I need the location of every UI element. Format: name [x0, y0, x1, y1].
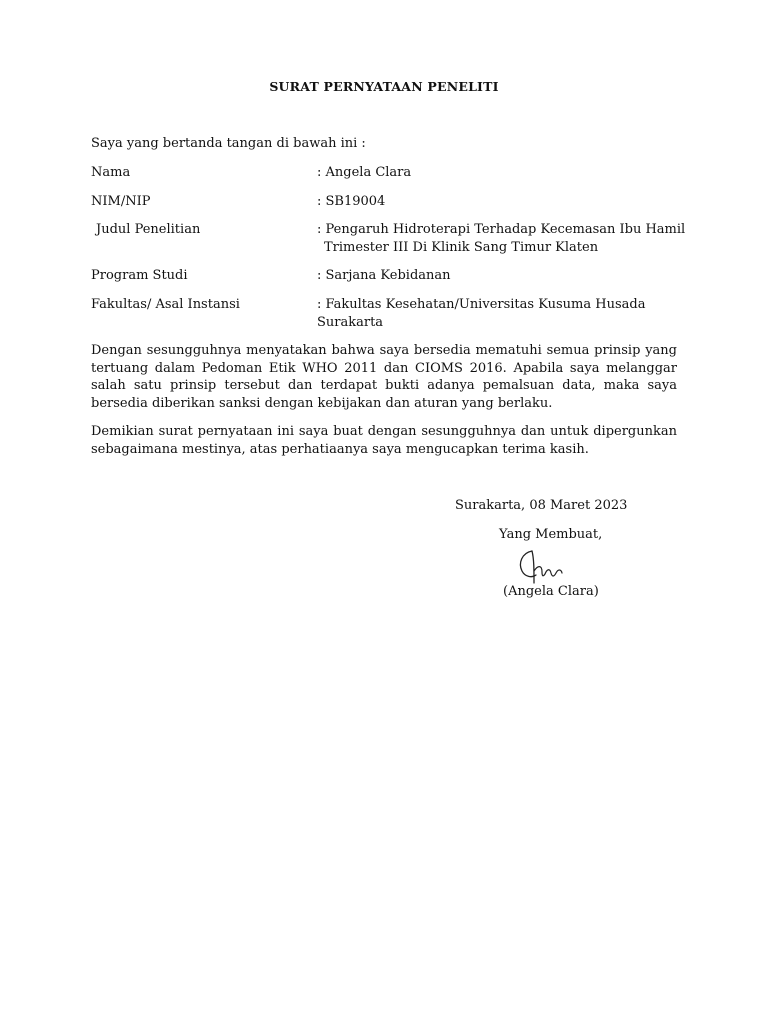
field-value-line: Trimester III Di Klinik Sang Timur Klaten — [324, 240, 599, 255]
field-value — [317, 193, 681, 211]
signature-icon — [512, 545, 572, 587]
field-value — [317, 267, 681, 285]
field-value-line: : Sarjana Kebidanan — [317, 268, 451, 283]
field-value-line: : Fakultas Kesehatan/Universitas Kusuma Husada — [317, 297, 646, 312]
field-label: Program Studi — [91, 268, 188, 283]
field-label: NIM/NIP — [91, 194, 151, 209]
document-title: SURAT PERNYATAAN PENELITI — [269, 79, 499, 94]
field-value — [317, 164, 681, 182]
maker-label: Yang Membuat, — [499, 527, 603, 542]
field-label: Nama — [91, 165, 131, 180]
field-value-line: : SB19004 — [317, 194, 386, 209]
field-value — [317, 296, 681, 332]
field-value — [317, 221, 686, 257]
statement-paragraph: Dengan sesungguhnya menyatakan bahwa saya bersedia mematuhi semua prinsip yang tertuang dalam Pedoman Etik WHO 2011 dan CIOMS 2016. Apabila saya melanggar salah satu prinsip tersebut dan terdapat bukti adanya pemalsuan data, maka saya bersedia diberikan sanksi dengan kebijakan dan aturan yang berlaku. — [91, 343, 677, 411]
intro-text: Saya yang bertanda tangan di bawah ini : — [91, 136, 366, 151]
field-label: Judul Penelitian — [96, 222, 201, 237]
closing-paragraph: Demikian surat pernyataan ini saya buat dengan sesungguhnya dan untuk dipergunkan sebagaimana mestinya, atas perhatiaanya saya mengucapkan terima kasih. — [91, 424, 677, 457]
place-date: Surakarta, 08 Maret 2023 — [455, 498, 628, 513]
field-value-line: Surakarta — [317, 315, 384, 330]
field-value-line: : Pengaruh Hidroterapi Terhadap Kecemasan Ibu Hamil — [317, 222, 686, 237]
field-value-line: : Angela Clara — [317, 165, 412, 180]
field-label: Fakultas/ Asal Instansi — [91, 297, 240, 312]
signer-name: (Angela Clara) — [503, 584, 599, 599]
